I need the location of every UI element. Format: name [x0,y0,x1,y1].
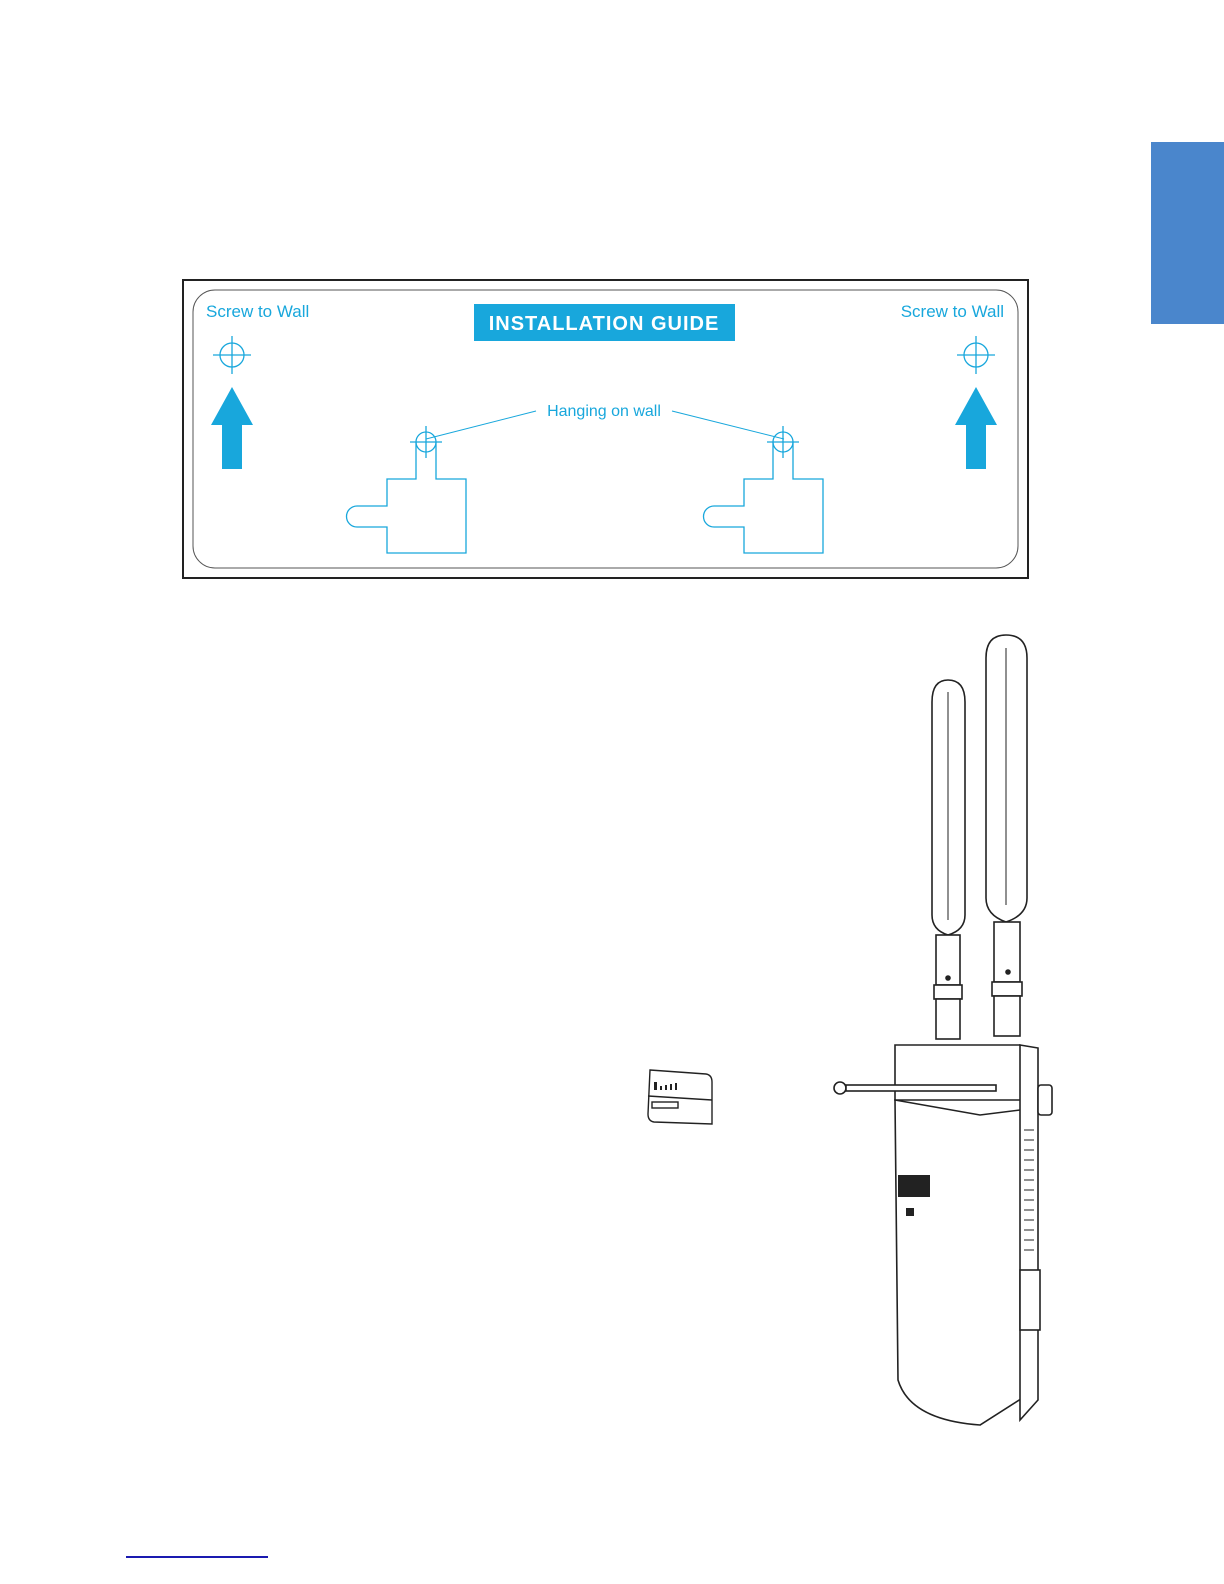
guide-title: INSTALLATION GUIDE [488,313,720,335]
device-side-rail [1020,1045,1038,1420]
router-device-illustration [820,630,1060,1430]
screw-to-wall-left-label: Screw to Wall [206,302,310,321]
antenna-right [986,635,1027,1036]
mounting-clip-illustration [640,1066,720,1128]
hanging-on-wall-label: Hanging on wall [547,403,661,420]
installation-guide-sticker [182,279,1029,579]
antenna-left [932,680,965,1039]
footer-line [126,1556,268,1558]
device-body [895,1100,1035,1425]
side-tab [1151,142,1224,324]
device-logo [898,1175,930,1197]
screw-to-wall-right-label: Screw to Wall [900,302,1004,321]
